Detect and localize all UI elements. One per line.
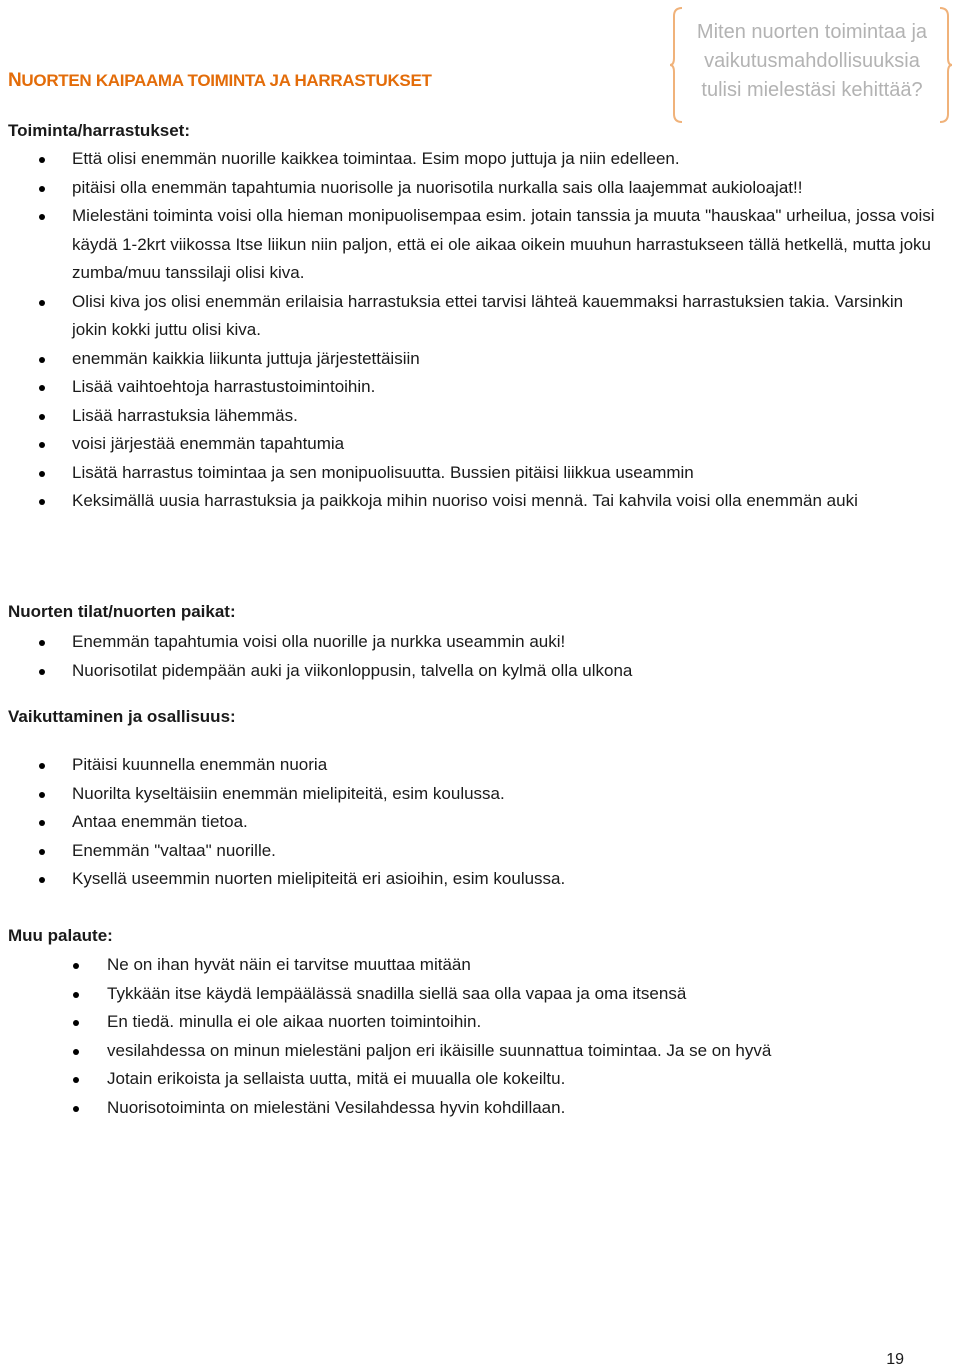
bullet-icon [39,186,45,192]
list-item: Antaa enemmän tietoa. [72,808,942,837]
bullet-icon [39,214,45,220]
list-item: Lisätä harrastus toimintaa ja sen monipuolisuutta. Bussien pitäisi liikkua useammin [72,459,942,488]
list-item: vesilahdessa on minun mielestäni paljon eri ikäisille suunnattua toimintaa. Ja se on hyvä [107,1037,947,1066]
bullet-icon [39,442,45,448]
list-item: Enemmän tapahtumia voisi olla nuorille ja nurkka useammin auki! [72,628,942,657]
bullet-icon [39,877,45,883]
callout-text [678,18,946,105]
list-item: Olisi kiva jos olisi enemmän erilaisia harrastuksia ettei tarvisi lähteä kauemmaksi harrastuksien takia. Varsinkin jokin kokki juttu olisi kiva. [72,288,942,345]
list-item: Tykkään itse käydä lempäälässä snadilla siellä saa olla vapaa ja oma itsensä [107,980,947,1009]
bullet-icon [39,414,45,420]
question-callout [670,6,952,124]
section-title-rest: UORTEN KAIPAAMA TOIMINTA JA HARRASTUKSET [21,71,432,90]
list-item: Mielestäni toiminta voisi olla hieman monipuolisempaa esim. jotain tanssia ja muuta "hauskaa" urheilua, jossa voisi käydä 1-2krt viikossa Itse liikun niin paljon, että ei ole aikaa oikein muuhun harrastukseen tällä hetkellä, mutta joku zumba/muu tanssilaji olisi kiva. [72,202,942,288]
list-muu-palaute [107,951,947,1122]
list-item: Kysellä useemmin nuorten mielipiteitä eri asioihin, esim koulussa. [72,865,942,894]
bullet-icon [39,157,45,163]
list-item: voisi järjestää enemmän tapahtumia [72,430,942,459]
bullet-icon [39,300,45,306]
list-item: Ne on ihan hyvät näin ei tarvitse muuttaa mitään [107,951,947,980]
list-item: Enemmän "valtaa" nuorille. [72,837,942,866]
bullet-icon [73,963,79,969]
callout-line: vaikutusmahdollisuuksia [704,50,920,72]
callout-line: tulisi mielestäsi kehittää? [701,79,923,101]
heading-tilat: Nuorten tilat/nuorten paikat: [8,602,236,621]
list-item: Lisää harrastuksia lähemmäs. [72,402,942,431]
bullet-icon [39,385,45,391]
list-item: Jotain erikoista ja sellaista uutta, mitä ei muualla ole kokeiltu. [107,1065,947,1094]
list-item: pitäisi olla enemmän tapahtumia nuorisolle ja nuorisotila nurkalla sais olla laajemmat aukioloajat!! [72,174,942,203]
bullet-icon [73,1077,79,1083]
callout-line: Miten nuorten toimintaa ja [696,21,928,43]
list-item: enemmän kaikkia liikunta juttuja järjestettäisiin [72,345,942,374]
bullet-icon [39,499,45,505]
heading-muu-palaute: Muu palaute: [8,926,113,945]
bullet-icon [73,992,79,998]
bullet-icon [39,763,45,769]
bullet-icon [73,1020,79,1026]
list-item: Että olisi enemmän nuorille kaikkea toimintaa. Esim mopo juttuja ja niin edelleen. [72,145,942,174]
list-toiminta [72,145,942,516]
list-item: Lisää vaihtoehtoja harrastustoimintoihin. [72,373,942,402]
bullet-icon [39,820,45,826]
bullet-icon [39,669,45,675]
bullet-icon [73,1106,79,1112]
bullet-icon [39,792,45,798]
section-title-initial: N [8,70,22,91]
list-vaikuttaminen [72,751,942,894]
page-number: 19 [886,1351,904,1368]
section-title [8,70,432,92]
list-tilat [72,628,942,685]
list-item: Nuorilta kyseltäisiin enemmän mielipiteitä, esim koulussa. [72,780,942,809]
list-item: Pitäisi kuunnella enemmän nuoria [72,751,942,780]
heading-vaikuttaminen: Vaikuttaminen ja osallisuus: [8,707,236,726]
bullet-icon [73,1049,79,1055]
list-item: Nuorisotilat pidempään auki ja viikonloppusin, talvella on kylmä olla ulkona [72,657,942,686]
bullet-icon [39,357,45,363]
bullet-icon [39,640,45,646]
list-item: En tiedä. minulla ei ole aikaa nuorten toimintoihin. [107,1008,947,1037]
heading-toiminta: Toiminta/harrastukset: [8,121,191,140]
list-item: Nuorisotoiminta on mielestäni Vesilahdessa hyvin kohdillaan. [107,1094,947,1123]
bullet-icon [39,849,45,855]
list-item: Keksimällä uusia harrastuksia ja paikkoja mihin nuoriso voisi mennä. Tai kahvila voisi olla enemmän auki [72,487,942,516]
bullet-icon [39,471,45,477]
